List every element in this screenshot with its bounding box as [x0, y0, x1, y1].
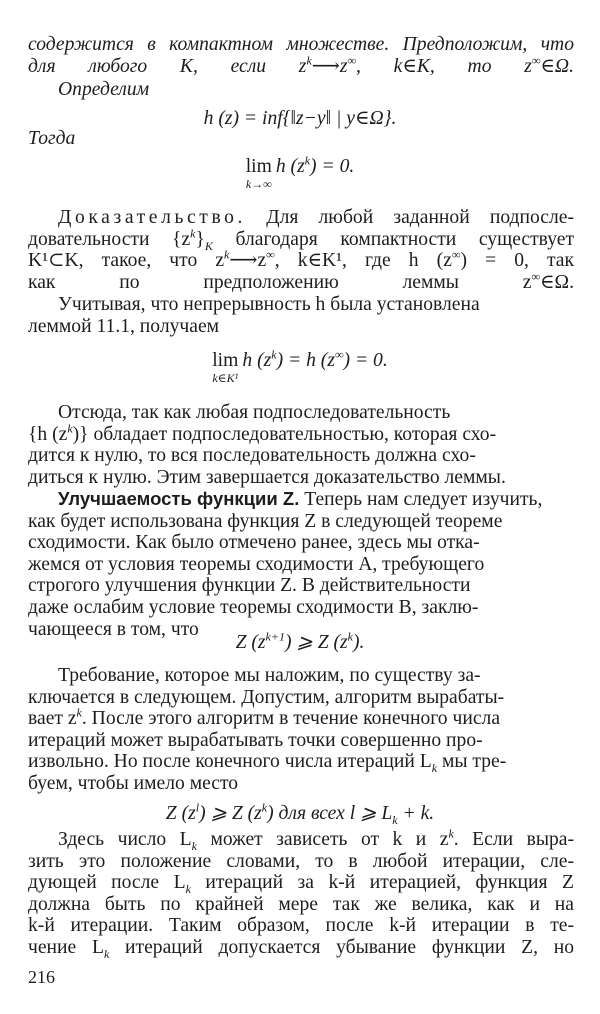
formula-h-definition: h (z) = inf{‖z−y‖ | y∈Ω}. — [203, 108, 397, 129]
formula-z-after-lk: Z $(z^l)$ ⩾ Z $(z^k)$ для всех l ⩾ $L_k + k$. — [165, 800, 435, 827]
formula-lim-2: lim k∈K¹ h $(z^k) = h$ (z∞) = 0. — [212, 347, 388, 385]
text-line: для любого K, если $z^k⟶z^\infty$, k∈K, то z∞∈Ω. — [28, 53, 574, 77]
page-number: 216 — [28, 967, 55, 987]
lemma-statement — [28, 34, 574, 77]
define-label: Определим — [58, 79, 150, 100]
hence-paragraph: Отсюда, так как любая подпоследовательность {h $(z^k)$} обладает подпоследовательностью, которая схо- дится к нулю, то вся последовательность должна схо- диться к нулю. Этим завершается доказательство леммы. — [28, 402, 506, 488]
proof-paragraph: Доказательство. Для любой заданной подпосле- довательности $\{z^k\}_K$ благодаря компактности существует K¹⊂K, такое, что $z^k⟶z^\infty$, k∈K¹, где h (z∞) = 0, так как по предположению леммы z∞∈Ω. — [28, 207, 575, 293]
lim-operator: lim k→∞ — [245, 156, 272, 191]
improvement-paragraph: Улучшаемость функции Z. Теперь нам следует изучить, как будет использована функция Z в следующей теореме сходимости. Как было отмечено ранее, здесь мы отка- жемся от условия теоремы сходимости А, требующего строгого улучшения функции Z. В действительности даже ослабим условие теоремы сходимости В, заклю- чающееся в том, что — [28, 488, 543, 640]
formula-lim-1: lim k→∞ h $(z^k) = 0$. — [245, 153, 355, 191]
continuity-paragraph: Учитывая, что непрерывность h была установлена леммой 11.1, получаем — [28, 294, 480, 337]
requirement-paragraph: Требование, которое мы наложим, по существу за- ключается в следующем. Допустим, алгоритм вырабаты- вает $z^k$. После этого алгоритм в течение конечного числа итераций может вырабатывать точки совершенно про- извольно. Но после конечного числа итераций $L_k$ мы тре- буем, чтобы имело место — [28, 665, 507, 794]
formula-z-monotone: Z $(z^{k+1})$ ⩾ Z $(z^k)$. — [235, 629, 365, 653]
then-label: Тогда — [28, 128, 76, 149]
lim-operator: lim k∈K¹ — [212, 350, 239, 385]
section-title: Улучшаемость функции Z. — [58, 488, 300, 509]
explanation-paragraph: Здесь число $L_k$ может зависеть от k и $z^k$. Если выра- зить это положение словами, то в любой итерации, сле- дующей после $L_k$ итераций за k-й итерацией, функция Z должна быть по крайней мере так же велика, как и на k-й итерации. Таким образом, после k-й итерации в те- чение $L_k$ итераций допускается убывание функции Z, но — [28, 826, 575, 961]
text-line: содержится в компактном множестве. Предположим, что — [28, 34, 574, 55]
proof-word: Доказательство. — [58, 207, 247, 228]
